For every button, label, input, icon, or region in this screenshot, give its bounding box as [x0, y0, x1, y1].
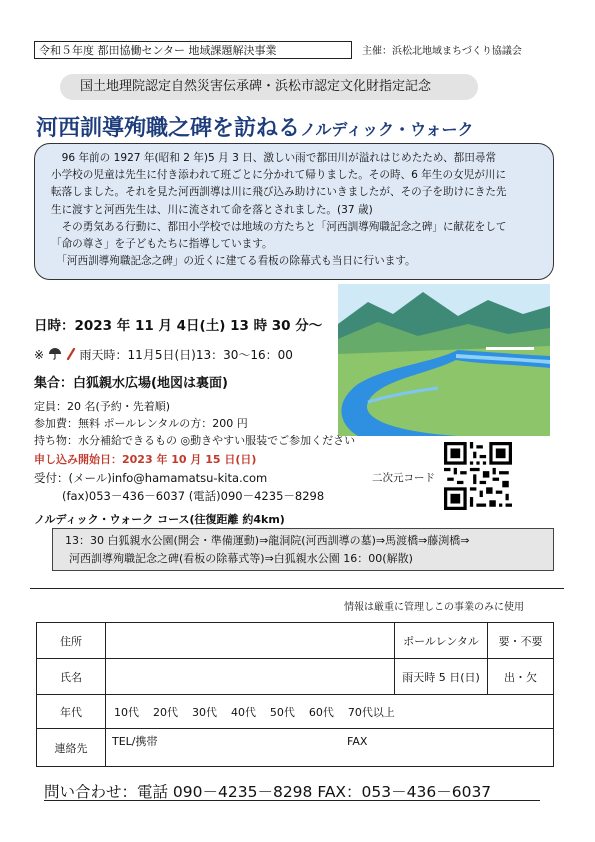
meeting-place: 集合：白狐親水広場(地図は裏面): [34, 376, 228, 391]
rain-day-label: 雨天時 5 日(日): [395, 659, 488, 695]
pole-rental-label: ポールレンタル: [395, 623, 488, 659]
intro-line: 「命の尊さ」を子どもたちに指導しています。: [51, 238, 273, 251]
subtitle-banner: 国土地理院認定自然災害伝承碑・浜松市認定文化財指定記念: [60, 74, 478, 100]
reception-email: 受付：(メール)info@hamamatsu-kita.com: [34, 471, 268, 485]
fax-label: FAX: [347, 735, 368, 748]
age-options[interactable]: 10代 20代 30代 40代 50代 60代 70代以上: [106, 695, 554, 729]
title-suffix: ノルディック・ウォーク: [300, 120, 474, 139]
pole-rental-options[interactable]: 要・不要: [488, 623, 554, 659]
divider: [30, 588, 564, 589]
organizer: 主催：浜松北地域まちづくり協議会: [362, 46, 522, 57]
inquiry-contact: 問い合わせ：電話 090－4235－8298 FAX：053－436－6037: [44, 783, 492, 801]
project-label: 令和５年度 都田協働センター 地域課題解決事業: [34, 41, 352, 59]
course-line: 河西訓導殉職記念之碑(看板の除幕式等)⇒白狐親水公園 16：00(解散): [69, 552, 413, 565]
title-main: 河西訓導殉職之碑を訪ねる: [36, 116, 301, 141]
capacity: 定員：20 名(予約・先着順): [34, 400, 171, 413]
rain-day-options[interactable]: 出・欠: [488, 659, 554, 695]
intro-line: その勇気ある行動に、都田小学校では地域の方たちと「河西訓導殉職記念之碑」に献花をして: [51, 220, 507, 233]
rain-date-line: [34, 346, 293, 363]
name-field[interactable]: [106, 659, 395, 695]
contact-field[interactable]: [106, 729, 554, 767]
address-label: 住所: [37, 623, 106, 659]
intro-line: 小学校の児童は先生に付き添われて班ごとに分かれて帰りました。その時、6 年生の女児が川に: [51, 169, 507, 182]
rain-note-mark: ※: [34, 348, 45, 362]
belongings: 持ち物：水分補給できるもの ◎動きやすい服装でご参加ください: [34, 434, 356, 447]
intro-line: 転落しました。それを見た河西訓導は川に飛び込み助けにいきましたが、その子を助けにきた先: [51, 186, 507, 199]
walking-pole-icon: [66, 348, 76, 360]
qr-label: 二次元コード: [372, 472, 435, 484]
intro-box: [34, 143, 554, 280]
name-label: 氏名: [37, 659, 106, 695]
page-title: [36, 111, 473, 142]
course-line: 13：30 白狐親水公園(開会・準備運動)⇒龍洞院(河西訓導の墓)⇒馬渡橋⇒藤渕橋⇒: [65, 534, 470, 547]
age-label: 年代: [37, 695, 106, 729]
rain-date: 雨天時：11月5日(日)13：30～16：00: [79, 348, 293, 362]
fee: 参加費：無料 ポールレンタルの方：200 円: [34, 417, 248, 430]
privacy-note-text: 情報は厳重に管理しこの事業のみに使用: [344, 602, 524, 613]
course-title: ノルディック・ウォーク コース(往復距離 約4km): [34, 513, 285, 526]
address-field[interactable]: [106, 623, 395, 659]
reception-phone-fax: (fax)053－436－6037 (電話)090－4235－8298: [62, 489, 325, 503]
intro-line: 「河西訓導殉職記念之碑」の近くに建てる看板の除幕式も当日に行います。: [51, 255, 416, 268]
registration-form: [36, 622, 554, 767]
contact-label: 連絡先: [37, 729, 106, 767]
application-start: 申し込み開始日：2023 年 10 月 15 日(日): [34, 453, 257, 466]
event-date: 日時：2023 年 11 月 4日(土) 13 時 30 分～: [34, 318, 323, 334]
qr-code[interactable]: [444, 442, 512, 510]
intro-line: 生に渡すと河西先生は、川に流されて命を落とされました。(37 歳): [51, 203, 373, 216]
course-box: [52, 528, 554, 571]
river-scenery-illustration: [338, 284, 550, 436]
umbrella-icon: [48, 348, 62, 360]
tel-label: TEL/携帯: [112, 735, 158, 748]
intro-line: 96 年前の 1927 年(昭和 2 年)5 月 3 日、激しい雨で都田川が溢れはじめたため、都田尋常: [51, 152, 497, 164]
inquiry-underline: [44, 800, 540, 801]
